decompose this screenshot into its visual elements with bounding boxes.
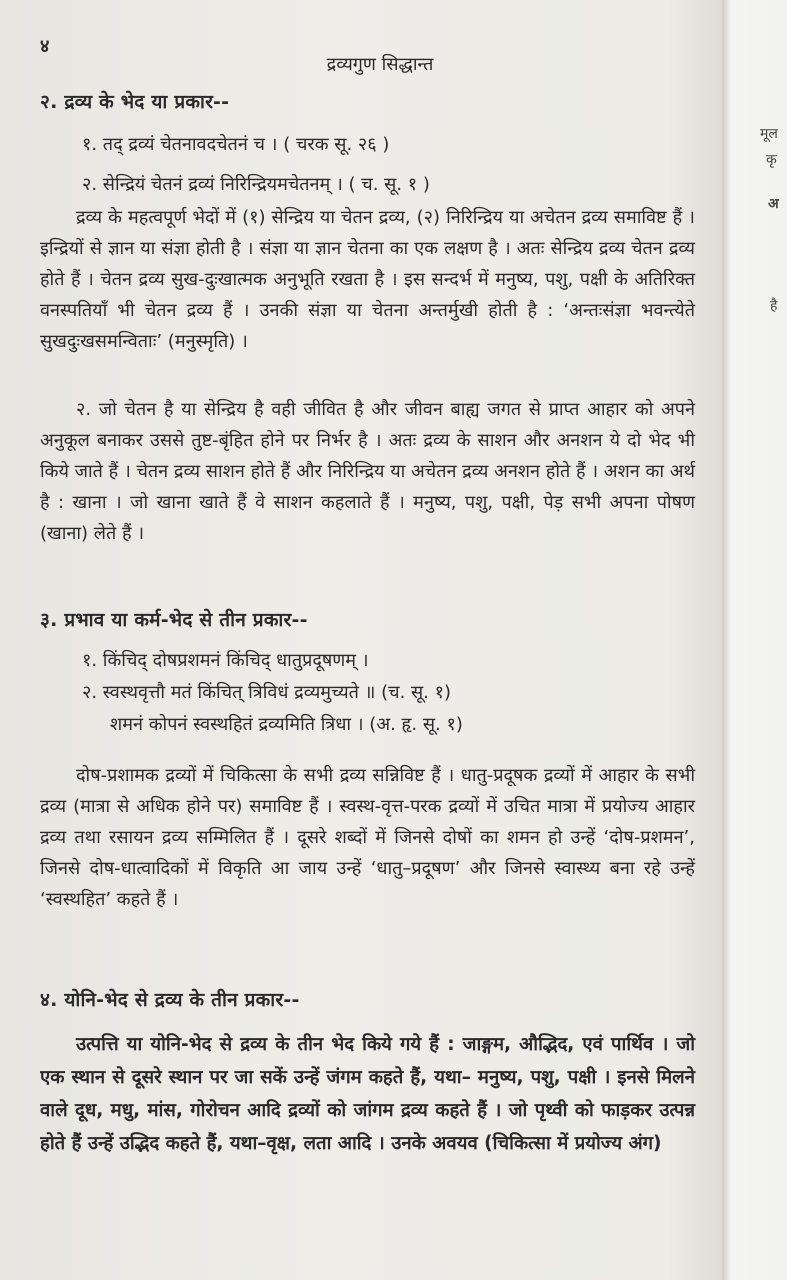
section-2-paragraph-2: २. जो चेतन है या सेन्द्रिय है वही जीवित है और जीवन बाह्य जगत से प्राप्त आहार को अपने अनुकूल बनाकर उससे तुष्ट-बृंहित होने पर निर्भर है । अतः द्रव्य के साशन और अनशन ये दो भेद भी किये जाते हैं । चेतन द्रव्य साशन होते हैं और निरिन्द्रिय या अचेतन द्रव्य अनशन होते हैं । अशन का अर्थ है : खाना । जो खाना खाते हैं वे साशन कहलाते हैं । मनुष्य, पशु, पक्षी, पेड़ सभी अपना पोषण (खाना) लेते हैं ।: [40, 399, 695, 544]
section-2-verse-1: १. तद् द्रव्यं चेतनावदचेतनं च । ( चरक सू. २६ ): [82, 134, 390, 155]
section-2-paragraph-1: द्रव्य के महत्वपूर्ण भेदों में (१) सेन्द्रिय या चेतन द्रव्य, (२) निरिन्द्रिय या अचेतन द्रव्य समाविष्ट हैं । इन्द्रियों से ज्ञान या संज्ञा होती है । संज्ञा या ज्ञान चेतना का एक लक्षण है । अतः सेन्द्रिय द्रव्य चेतन द्रव्य होते हैं । चेतन द्रव्य सुख-दुःखात्मक अनुभूति रखता है । इस सन्दर्भ में मनुष्य, पशु, पक्षी के अतिरिक्त वनस्पतियाँ भी चेतन द्रव्य हैं । उनकी संज्ञा या चेतना अन्तर्मुखी होती है : ‘अन्तःसंज्ञा भवन्त्येते सुखदुःखसमन्विताः’ (मनुस्मृति) ।: [40, 207, 695, 352]
section-3-verse-1: १. किंचिद् दोषप्रशमनं किंचिद् धातुप्रदूषणम् ।: [82, 650, 369, 671]
section-4-paragraph-1: उत्पत्ति या योनि-भेद से द्रव्य के तीन भेद किये गये हैं : जाङ्गम, औद्भिद, एवं पार्थिव । जो एक स्थान से दूसरे स्थान पर जा सकें उन्हें जंगम कहते हैं, यथा– मनुष्य, पशु, पक्षी । इनसे मिलने वाले दूध, मधु, मांस, गोरोचन आदि द्रव्यों को जांगम द्रव्य कहते हैं । जो पृथ्वी को फाड़कर उत्पन्न होते हैं उन्हें उद्भिद कहते हैं, यथा–वृक्ष, लता आदि । उनके अवयव (चिकित्सा में प्रयोज्य अंग): [40, 1034, 695, 1154]
next-page-fragment-2: कृ: [766, 152, 777, 168]
section-3-verse-3: शमनं कोपनं स्वस्थहितं द्रव्यमिति त्रिधा । (अ. हृ. सू. १): [110, 714, 463, 735]
page-number: ४: [40, 36, 50, 57]
page-main-column: [40, 28, 720, 1268]
section-4-heading: ४. योनि-भेद से द्रव्य के तीन प्रकार--: [40, 989, 300, 1011]
section-2-verse-2: २. सेन्द्रियं चेतनं द्रव्यं निरिन्द्रियमचेतनम् । ( च. सू. १ ): [82, 174, 430, 195]
section-2-heading: २. द्रव्य के भेद या प्रकार--: [40, 91, 230, 113]
next-page-fragment-3: अ: [768, 196, 779, 212]
section-3-paragraph-1: दोष-प्रशामक द्रव्यों में चिकित्सा के सभी द्रव्य सन्निविष्ट हैं । धातु-प्रदूषक द्रव्यों में आहार के सभी द्रव्य (मात्रा से अधिक होने पर) समाविष्ट हैं । स्वस्थ-वृत्त-परक द्रव्यों में उचित मात्रा में प्रयोज्य आहार द्रव्य तथा रसायन द्रव्य सम्मिलित हैं । दूसरे शब्दों में जिनसे दोषों का शमन हो उन्हें ‘दोष-प्रशमन’, जिनसे दोष-धात्वादिकों में विकृति आ जाय उन्हें ‘धातु–प्रदूषण’ और जिनसे स्वास्थ्य बना रहे उन्हें ‘स्वस्थहित’ कहते हैं ।: [40, 765, 695, 910]
page-gutter-shadow: [722, 0, 728, 1280]
section-3-verse-2: २. स्वस्थवृत्तौ मतं किंचित् त्रिविधं द्रव्यमुच्यते ॥ (च. सू. १): [82, 682, 452, 703]
section-3-heading: ३. प्रभाव या कर्म-भेद से तीन प्रकार--: [40, 609, 308, 631]
running-head: द्रव्यगुण सिद्धान्त: [326, 54, 434, 75]
next-page-fragment-4: है: [770, 298, 778, 314]
next-page-fragment-1: मूल: [760, 126, 778, 142]
